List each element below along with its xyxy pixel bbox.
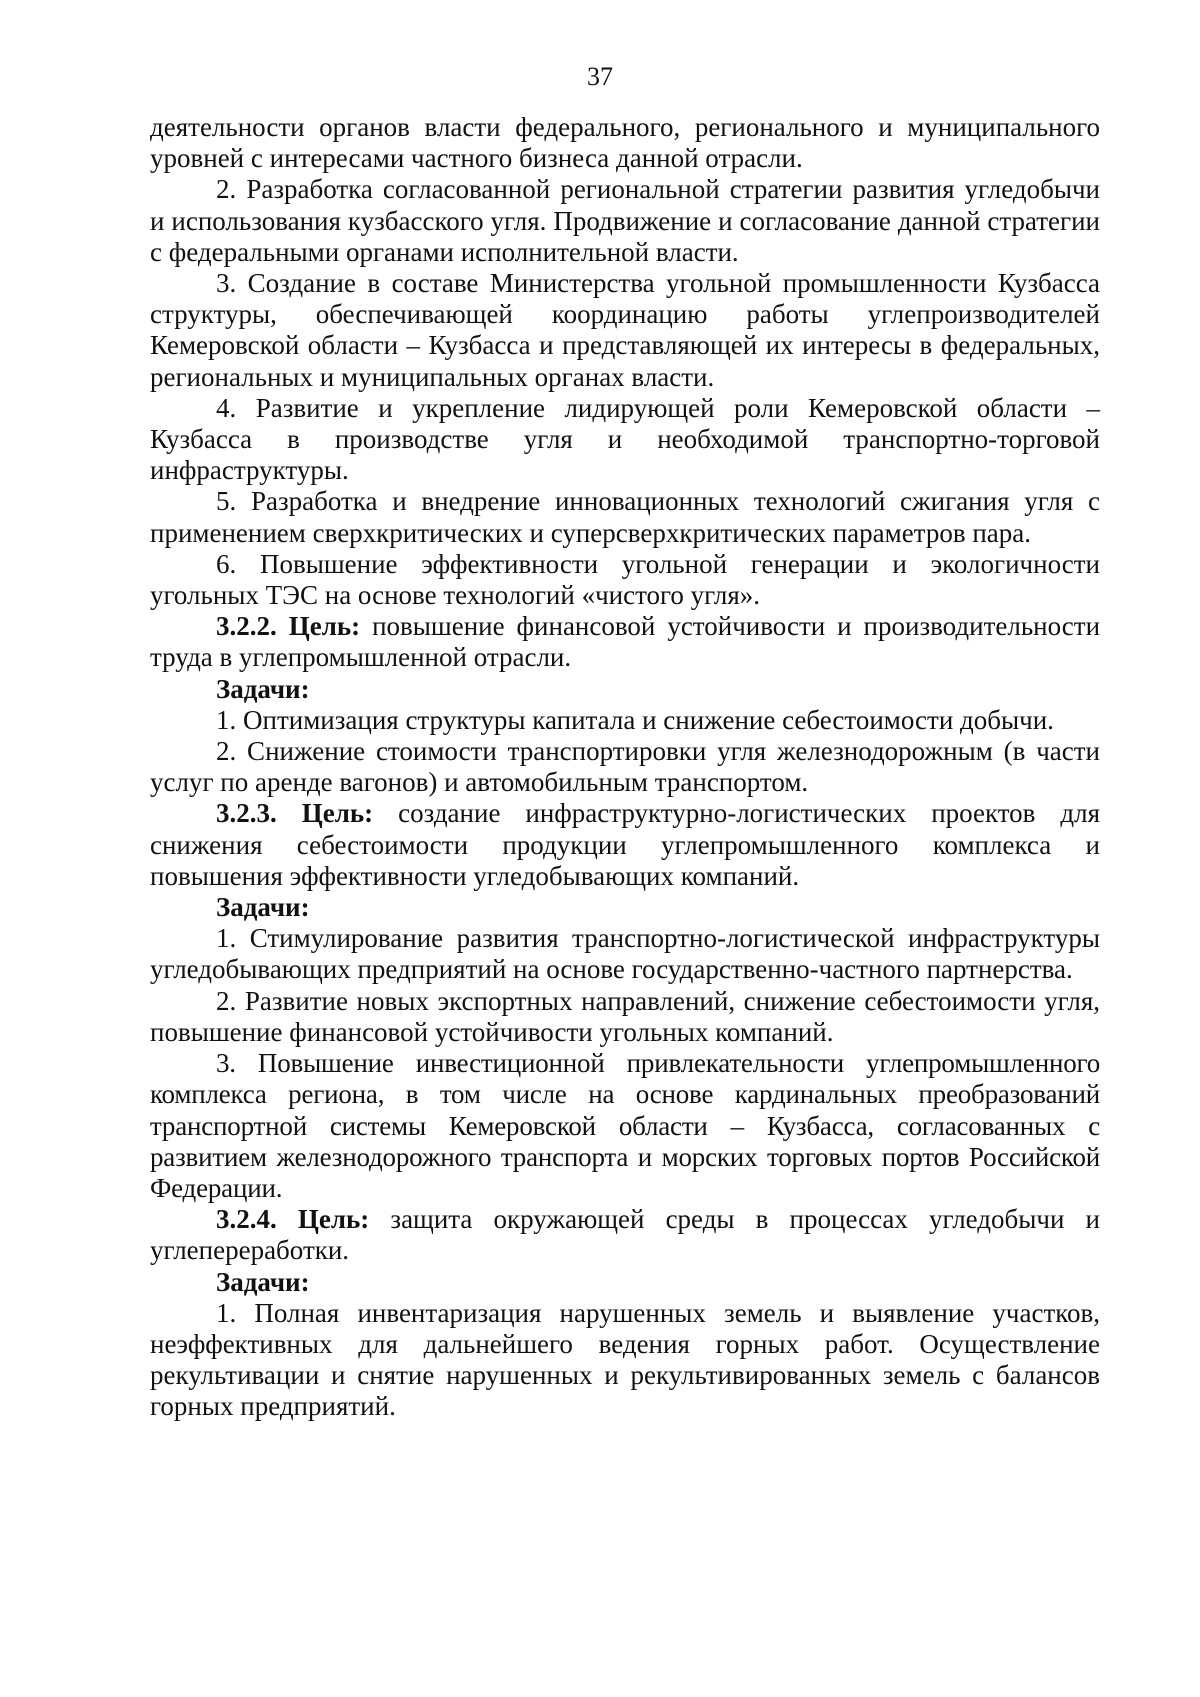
tasks-heading-3: Задачи: <box>216 1266 310 1297</box>
goal-3-2-4-label: Цель: <box>297 1204 370 1235</box>
goal-3-2-3-label: Цель: <box>301 798 374 829</box>
goal-3-2-4-number: 3.2.4. <box>216 1204 277 1235</box>
goal-3-2-2 <box>150 611 1100 673</box>
goal-3-2-2-number: 3.2.2. <box>216 611 277 642</box>
task-3-2-4-1: 1. Полная инвентаризация нарушенных земель и выявление участков, неэффективных для дальнейшего ведения горных работ. Осуществление рекультивации и снятие нарушенных и рекультивированных земель с балансов горных предприятий. <box>150 1297 1100 1422</box>
task-3-2-2-2: 2. Снижение стоимости транспортировки угля железнодорожным (в части услуг по аренде вагонов) и автомобильным транспортом. <box>150 736 1100 798</box>
document-body <box>150 112 1100 1423</box>
task-3-2-3-2: 2. Развитие новых экспортных направлений, снижение себестоимости угля, повышение финансовой устойчивости угольных компаний. <box>150 985 1100 1047</box>
paragraph-item-2: 2. Разработка согласованной региональной стратегии развития угледобычи и использования кузбасского угля. Продвижение и согласование данной стратегии с федеральными органами исполнительной власти. <box>150 174 1100 267</box>
paragraph-item-4: 4. Развитие и укрепление лидирующей роли Кемеровской области – Кузбасса в производстве угля и необходимой транспортно-торговой инфраструктуры. <box>150 392 1100 486</box>
paragraph-item-6: 6. Повышение эффективности угольной генерации и экологичности угольных ТЭС на основе технологий «чистого угля». <box>150 548 1100 611</box>
task-3-2-3-3: 3. Повышение инвестиционной привлекательности углепромышленного комплекса региона, в том числе на основе кардинальных преобразований транспортной системы Кемеровской области – Кузбасса, согласованных с развитием железнодорожного транспорта и морских торговых портов Российской Федерации. <box>150 1048 1100 1203</box>
paragraph-continuation: деятельности органов власти федерального, регионального и муниципального уровней с интересами частного бизнеса данной отрасли. <box>150 112 1100 174</box>
paragraph-item-3: 3. Создание в составе Министерства угольной промышленности Кузбасса структуры, обеспечивающей координацию работы углепроизводителей Кемеровской области – Кузбасса и представляющей их интересы в федеральных, региональных и муниципальных органах власти. <box>150 268 1100 392</box>
goal-3-2-2-label: Цель: <box>288 611 361 642</box>
tasks-heading-1: Задачи: <box>216 673 310 704</box>
goal-3-2-4-text: защита окружающей среды в процессах угледобычи и углепереработки. <box>150 1204 1101 1266</box>
paragraph-item-5: 5. Разработка и внедрение инновационных технологий сжигания угля с применением сверхкритических и суперсверхкритических параметров пара. <box>150 486 1100 548</box>
goal-3-2-4 <box>150 1204 1100 1266</box>
tasks-heading-2: Задачи: <box>216 892 310 923</box>
page-number: 37 <box>587 62 613 91</box>
task-3-2-3-1: 1. Стимулирование развития транспортно-логистической инфраструктуры угледобывающих предприятий на основе государственно-частного партнерства. <box>150 923 1100 985</box>
task-3-2-2-1: 1. Оптимизация структуры капитала и снижение себестоимости добычи. <box>216 704 1054 735</box>
goal-3-2-3-number: 3.2.3. <box>216 798 277 829</box>
goal-3-2-3 <box>150 798 1100 892</box>
goal-3-2-2-text: повышение финансовой устойчивости и производительности труда в углепромышленной отрасли. <box>150 611 1101 673</box>
goal-3-2-3-text: создание инфраструктурно-логистических проектов для снижения себестоимости продукции углепромышленного комплекса и повышения эффективности угледобывающих компаний. <box>150 798 1101 891</box>
